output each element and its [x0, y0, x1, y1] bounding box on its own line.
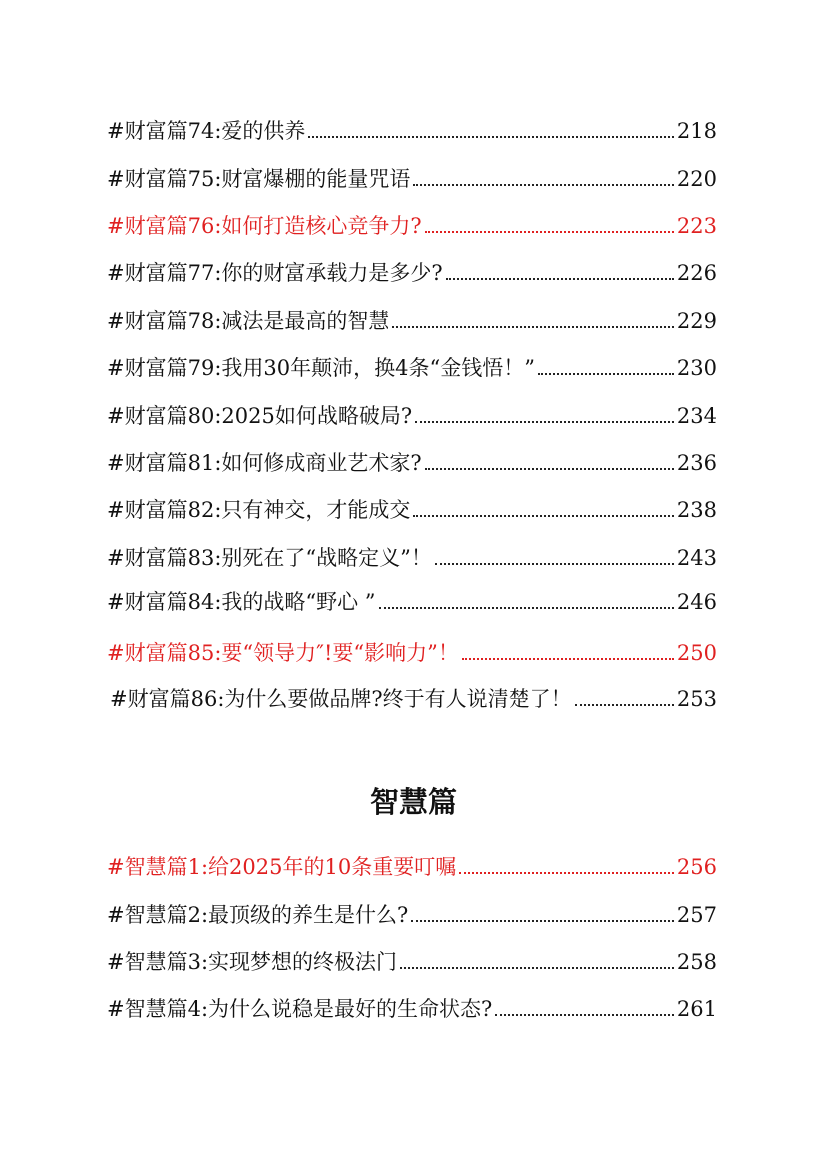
toc-entry[interactable]	[107, 900, 717, 930]
toc-entry-title: #财富篇81:如何修成商业艺术家?	[107, 451, 422, 475]
toc-entry-page: 246	[676, 590, 717, 614]
toc-entry-page: 229	[676, 309, 717, 333]
toc-entry[interactable]	[107, 587, 717, 617]
dot-leader	[413, 515, 674, 517]
dot-leader	[435, 563, 674, 565]
toc-entry[interactable]	[107, 306, 717, 336]
dot-leader	[425, 231, 674, 233]
section-heading: 智慧篇	[369, 785, 457, 819]
toc-entry-title: #财富篇77:你的财富承载力是多少?	[107, 261, 443, 285]
dot-leader	[413, 184, 674, 186]
toc-entry-title: #财富篇85:要“领导力″!要“影响力”！	[107, 641, 459, 665]
toc-entry-highlighted[interactable]	[107, 211, 717, 241]
dot-leader	[495, 1014, 674, 1016]
dot-leader	[575, 704, 674, 706]
toc-entry-title: #财富篇82:只有神交，才能成交	[107, 498, 411, 522]
toc-entry-title: #财富篇86:为什么要做品牌?终于有人说清楚了！	[110, 687, 572, 711]
toc-entry-title: #财富篇74:爱的供养	[107, 119, 306, 143]
toc-entry[interactable]	[107, 994, 717, 1024]
toc-entry[interactable]	[107, 258, 717, 288]
toc-entry-title: #财富篇78:减法是最高的智慧	[107, 309, 390, 333]
toc-entry-title: #财富篇75:财富爆棚的能量咒语	[107, 167, 411, 191]
dot-leader	[459, 872, 674, 874]
dot-leader	[411, 920, 674, 922]
toc-entry-page: 234	[676, 404, 717, 428]
toc-entry-title: #财富篇76:如何打造核心竞争力?	[107, 214, 422, 238]
toc-entry[interactable]	[107, 353, 717, 383]
toc-entry-page: 220	[676, 167, 717, 191]
dot-leader	[308, 136, 674, 138]
toc-entry-page: 230	[676, 356, 717, 380]
toc-entry-page: 253	[676, 687, 717, 711]
toc-entry[interactable]	[107, 401, 717, 431]
toc-entry[interactable]	[110, 684, 717, 714]
toc-entry-page: 226	[676, 261, 717, 285]
toc-entry-page: 250	[676, 641, 717, 665]
toc-entry-title: #智慧篇2:最顶级的养生是什么?	[107, 903, 409, 927]
toc-entry[interactable]	[107, 947, 717, 977]
toc-entry-page: 256	[676, 855, 717, 879]
dot-leader	[400, 967, 674, 969]
dot-leader	[415, 421, 674, 423]
toc-entry-page: 258	[676, 950, 717, 974]
dot-leader	[462, 658, 674, 660]
toc-entry-page: 223	[676, 214, 717, 238]
toc-entry-page: 261	[676, 997, 717, 1021]
toc-entry[interactable]	[107, 116, 717, 146]
toc-entry-highlighted[interactable]	[107, 852, 717, 882]
toc-entry-title: #智慧篇3:实现梦想的终极法门	[107, 950, 398, 974]
toc-entry[interactable]	[107, 164, 717, 194]
toc-entry-title: #财富篇83:别死在了“战略定义”！	[107, 546, 432, 570]
toc-entry-page: 257	[676, 903, 717, 927]
toc-entry-title: #智慧篇1:给2025年的10条重要叮嘱	[107, 855, 457, 879]
dot-leader	[425, 468, 674, 470]
toc-entry[interactable]	[107, 495, 717, 525]
toc-entry-title: #财富篇80:2025如何战略破局?	[107, 404, 413, 428]
dot-leader	[392, 326, 674, 328]
dot-leader	[379, 607, 674, 609]
toc-entry-title: #智慧篇4:为什么说稳是最好的生命状态?	[107, 997, 493, 1021]
toc-entry-page: 218	[676, 119, 717, 143]
toc-entry-page: 243	[676, 546, 717, 570]
dot-leader	[446, 278, 674, 280]
toc-entry[interactable]	[107, 543, 717, 573]
toc-entry[interactable]	[107, 448, 717, 478]
toc-entry-title: #财富篇79:我用30年颠沛，换4条“金钱悟！”	[107, 356, 535, 380]
toc-entry-highlighted[interactable]	[107, 638, 717, 668]
toc-entry-title: #财富篇84:我的战略“野心 ”	[107, 590, 376, 614]
toc-entry-page: 238	[676, 498, 717, 522]
toc-entry-page: 236	[676, 451, 717, 475]
dot-leader	[538, 373, 674, 375]
